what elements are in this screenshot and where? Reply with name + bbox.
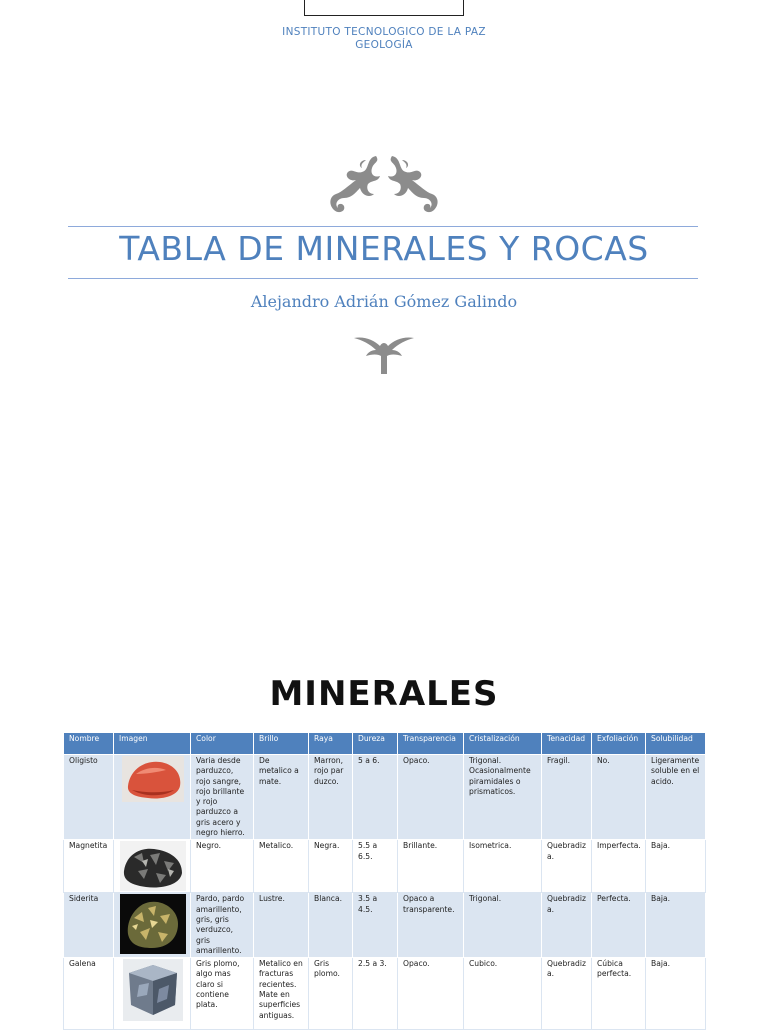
cell-tenacidad: Quebradiza.	[542, 958, 592, 1030]
header-solubilidad: Solubilidad	[646, 733, 706, 755]
header-exfoliacion: Exfoliación	[592, 733, 646, 755]
cell-cristalizacion: Cubico.	[464, 958, 542, 1030]
cell-dureza: 3.5 a 4.5.	[353, 893, 398, 958]
table-row	[64, 958, 706, 1030]
header-box	[304, 0, 464, 16]
cell-brillo: De metalico a mate.	[254, 755, 309, 840]
fleuron-right	[388, 156, 438, 212]
cell-cristalizacion: Isometrica.	[464, 840, 542, 893]
header-raya: Raya	[309, 733, 353, 755]
table-row	[64, 840, 706, 893]
cell-imagen	[114, 840, 191, 893]
mineral-photo-galena	[123, 959, 183, 1021]
cell-transparencia: Brillante.	[398, 840, 464, 893]
cell-solubilidad: Baja.	[646, 958, 706, 1030]
cell-tenacidad: Quebradiza.	[542, 840, 592, 893]
cell-solubilidad: Baja.	[646, 893, 706, 958]
mineral-photo-oligisto	[122, 756, 184, 802]
fleuron-left	[330, 156, 380, 212]
cell-exfoliacion: Imperfecta.	[592, 840, 646, 893]
institution-name: INSTITUTO TECNOLOGICO DE LA PAZ	[282, 26, 486, 38]
mineral-photo-siderita	[120, 894, 186, 954]
header-dureza: Dureza	[353, 733, 398, 755]
title-rule-bottom	[68, 278, 698, 279]
cell-cristalizacion: Trigonal. Ocasionalmente piramidales o prismaticos.	[464, 755, 542, 840]
header-imagen: Imagen	[114, 733, 191, 755]
cell-cristalizacion: Trigonal.	[464, 893, 542, 958]
header-tenacidad: Tenacidad	[542, 733, 592, 755]
cell-raya: Gris plomo.	[309, 958, 353, 1030]
cell-exfoliacion: Cúbica perfecta.	[592, 958, 646, 1030]
header-cristalizacion: Cristalización	[464, 733, 542, 755]
cell-imagen	[114, 893, 191, 958]
cell-nombre: Magnetita	[64, 840, 114, 893]
cell-color: Pardo, pardo amarillento, gris, gris verduzco, gris amarillento.	[191, 893, 254, 958]
cell-solubilidad: Ligeramente soluble en el acido.	[646, 755, 706, 840]
table-row	[64, 893, 706, 958]
cell-imagen	[114, 958, 191, 1030]
cell-exfoliacion: No.	[592, 755, 646, 840]
cell-transparencia: Opaco a transparente.	[398, 893, 464, 958]
cell-raya: Blanca.	[309, 893, 353, 958]
cell-raya: Marron, rojo parduzco.	[309, 755, 353, 840]
cell-tenacidad: Fragil.	[542, 755, 592, 840]
cell-nombre: Galena	[64, 958, 114, 1030]
cell-brillo: Lustre.	[254, 893, 309, 958]
cell-color: Negro.	[191, 840, 254, 893]
cell-solubilidad: Baja.	[646, 840, 706, 893]
cell-raya: Negra.	[309, 840, 353, 893]
cell-nombre: Siderita	[64, 893, 114, 958]
fleuron-small-icon	[352, 334, 416, 376]
cell-transparencia: Opaco.	[398, 755, 464, 840]
author-name: Alejandro Adrián Gómez Galindo	[250, 292, 518, 311]
table-header-row	[64, 733, 706, 755]
fleuron-pair-icon	[326, 152, 442, 218]
header-color: Color	[191, 733, 254, 755]
title-rule-top	[68, 226, 698, 227]
section-title-minerales: MINERALES	[269, 674, 499, 714]
table-row	[64, 755, 706, 840]
header-brillo: Brillo	[254, 733, 309, 755]
mineral-photo-magnetita	[120, 841, 186, 891]
cell-transparencia: Opaco.	[398, 958, 464, 1030]
header-nombre: Nombre	[64, 733, 114, 755]
cell-dureza: 5 a 6.	[353, 755, 398, 840]
cell-tenacidad: Quebradiza.	[542, 893, 592, 958]
cell-brillo: Metalico en fracturas recientes. Mate en superficies antiguas.	[254, 958, 309, 1030]
minerals-table	[63, 732, 706, 1030]
cell-exfoliacion: Perfecta.	[592, 893, 646, 958]
department-name: GEOLOGÍA	[355, 39, 413, 51]
cell-imagen	[114, 755, 191, 840]
header-transparencia: Transparencia	[398, 733, 464, 755]
cell-brillo: Metalico.	[254, 840, 309, 893]
cell-dureza: 2.5 a 3.	[353, 958, 398, 1030]
document-title: TABLA DE MINERALES Y ROCAS	[119, 229, 649, 268]
cell-color: Varia desde parduzco, rojo sangre, rojo brillante y rojo parduzco a gris acero y negro hierro.	[191, 755, 254, 840]
cell-dureza: 5.5 a 6.5.	[353, 840, 398, 893]
cell-nombre: Oligisto	[64, 755, 114, 840]
cell-color: Gris plomo, algo mas claro si contiene plata.	[191, 958, 254, 1030]
